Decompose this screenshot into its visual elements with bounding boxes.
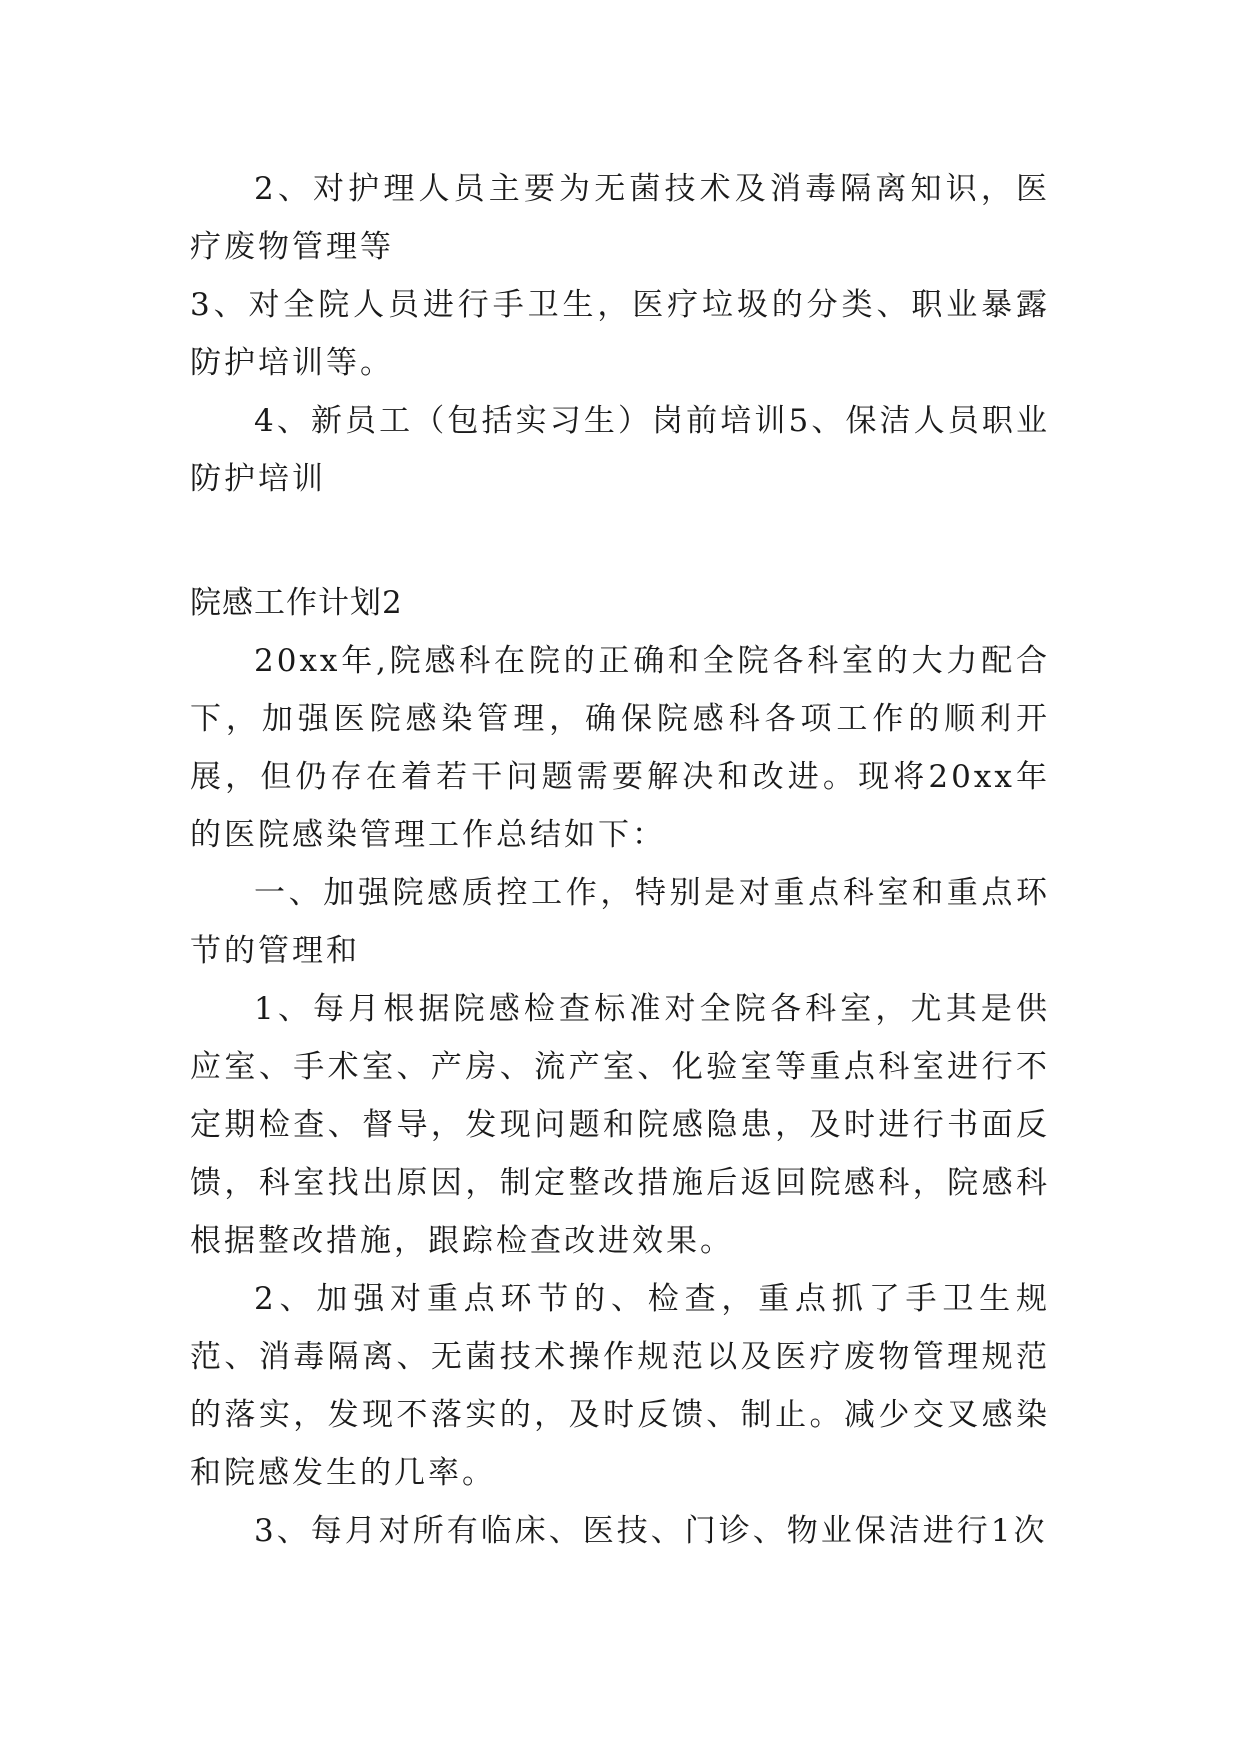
paragraph-quality-control: 一、加强院感质控工作，特别是对重点科室和重点环节的管理和 [190, 875, 1050, 969]
paragraph-intro: 20xx年,院感科在院的正确和全院各科室的大力配合下，加强医院感染管理，确保院感科各项工作的顺利开展，但仍存在着若干问题需要解决和改进。现将20xx年的医院感染管理工作总结如下： [190, 643, 1050, 853]
paragraph-hospital-wide-training: 3、对全院人员进行手卫生，医疗垃圾的分类、职业暴露防护培训等。 [190, 287, 1050, 381]
paragraph-monthly-all-departments: 3、每月对所有临床、医技、门诊、物业保洁进行1次 [254, 1513, 1048, 1549]
section-title: 院感工作计划2 [190, 585, 403, 621]
document-page [190, 160, 1050, 1560]
paragraph-key-links: 2、加强对重点环节的、检查，重点抓了手卫生规范、消毒隔离、无菌技术操作规范以及医疗废物管理规范的落实，发现不落实的，及时反馈、制止。减少交叉感染和院感发生的几率。 [190, 1281, 1050, 1491]
paragraph-nursing-training: 2、对护理人员主要为无菌技术及消毒隔离知识，医疗废物管理等 [190, 171, 1050, 265]
paragraph-new-staff-training: 4、新员工（包括实习生）岗前培训5、保洁人员职业防护培训 [190, 403, 1050, 497]
paragraph-monthly-inspection: 1、每月根据院感检查标准对全院各科室，尤其是供应室、手术室、产房、流产室、化验室等重点科室进行不定期检查、督导，发现问题和院感隐患，及时进行书面反馈，科室找出原因，制定整改措施后返回院感科，院感科根据整改措施，跟踪检查改进效果。 [190, 991, 1050, 1259]
